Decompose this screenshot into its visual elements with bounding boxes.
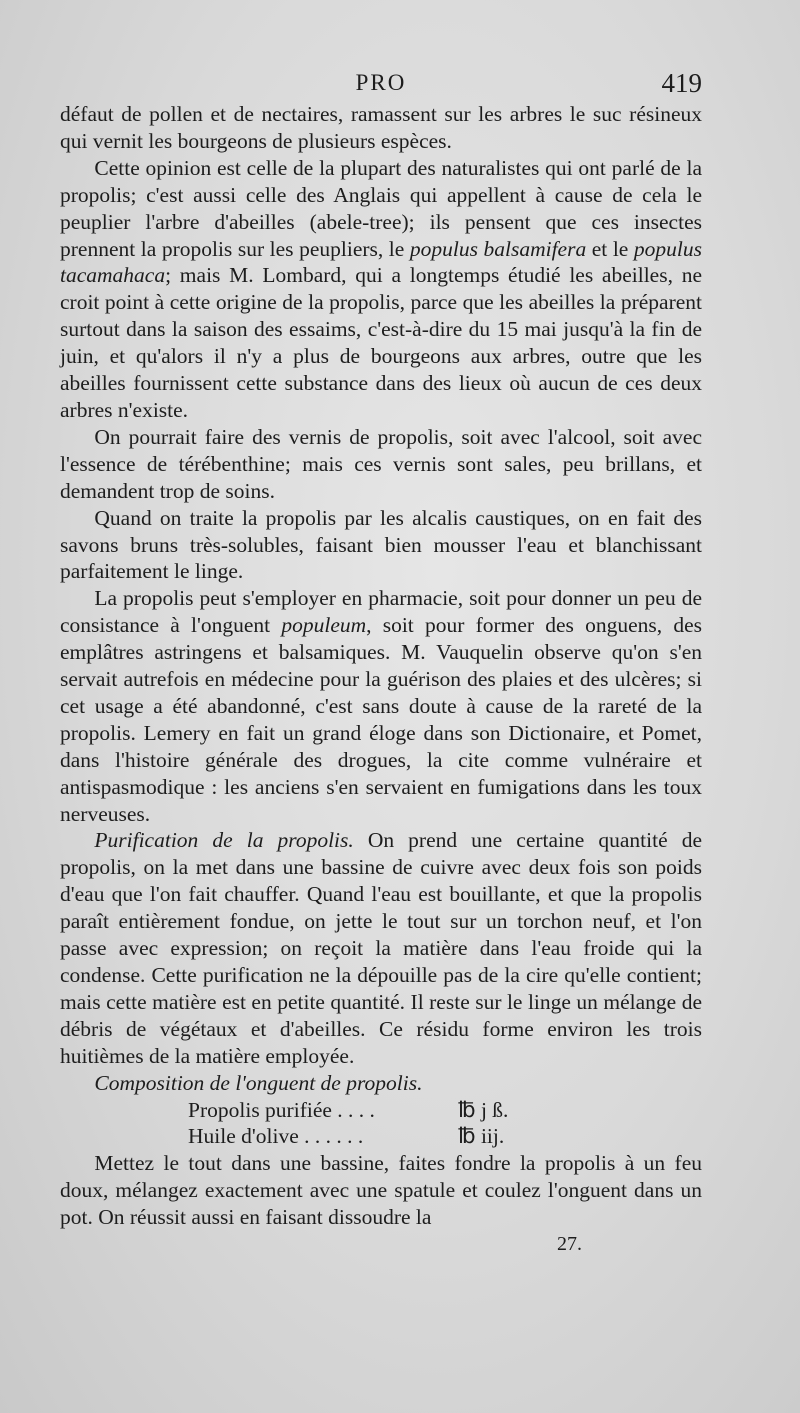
- text-run: et le: [586, 236, 634, 261]
- paragraph: [60, 424, 702, 505]
- recipe-list: [188, 1097, 702, 1151]
- composition-heading: Composition de l'onguent de propolis.: [94, 1070, 423, 1095]
- text-run: , soit pour former des onguens, des emplâtres astringens et balsamiques. M. Vauquelin observe qu'on s'en servait autrefois en médecine pour la guérison des plaies et des ulcères; si cet usage a été abandonné, c'est sans doute à cause de la rareté de la propolis. Lemery en fait un grand éloge dans son Dictionaire, et Pomet, dans l'histoire générale des drogues, la cite comme vulnéraire et antispasmodique : les anciens s'en servaient en fumigations dans les toux nerveuses.: [60, 613, 702, 826]
- text-run: défaut de pollen et de nectaires, ramassent sur les arbres le suc résineux qui vernit les bourgeons de plusieurs espèces.: [60, 102, 702, 153]
- paragraph: [60, 585, 702, 827]
- text-run: Cette opinion est celle de la plupart des naturalistes qui ont parlé de la propolis; c'est aussi celle des Anglais qui appellent à cause de cela le peuplier l'arbre d'abeilles (abele-tree); ils pensent que ces insectes prennent la propolis sur les peupliers, le: [60, 155, 702, 261]
- text-run: La propolis peut s'employer en pharmacie, soit pour donner un peu de consistance à l'onguent: [60, 586, 702, 638]
- ingredient-name: Propolis purifiée . . . .: [188, 1097, 375, 1122]
- italic-run: populus balsamifera: [409, 236, 587, 261]
- paragraph: [60, 827, 702, 1069]
- recipe-line: [188, 1097, 702, 1124]
- text-run: ; mais M. Lombard, qui a longtemps étudié les abeilles, ne croit point à cette origine de la propolis, parce que les abeilles la préparent surtout dans la saison des essaims, c'est-à-dire du 15 mai jusqu'à la fin de juin, et qu'alors il n'y a plus de bourgeons aux arbres, outre que les abeilles fournissent cette substance dans des lieux où aucun de ces deux arbres n'existe.: [60, 263, 702, 422]
- italic-run: populus tacamahaca: [60, 236, 702, 288]
- paragraph: [60, 155, 702, 424]
- italic-run: populeum: [281, 613, 367, 638]
- text-run: On pourrait faire des vernis de propolis, soit avec l'alcool, soit avec l'essence de térébenthine; mais ces vernis sont sales, peu brillans, et demandent trop de soins.: [60, 424, 702, 503]
- paragraph: [60, 505, 702, 586]
- body-text: [60, 101, 702, 1258]
- paragraph: [60, 101, 702, 155]
- ingredient-name: Huile d'olive . . . . . .: [188, 1124, 364, 1149]
- running-head: PRO: [355, 70, 407, 95]
- italic-run: Purification de la propolis.: [94, 828, 354, 853]
- page-number: 419: [661, 68, 702, 98]
- ingredient-quantity: ℔ iij.: [458, 1124, 505, 1149]
- recipe-line: [188, 1123, 702, 1150]
- text-run: On prend une certaine quantité de propolis, on la met dans une bassine de cuivre avec deux fois son poids d'eau que l'on fait chauffer. Quand l'eau est bouillante, et que la propolis paraît entièrement fondue, on jette le tout sur un torchon neuf, et l'on passe avec expression; on reçoit la matière dans l'eau froide qui la condense. Cette purification ne la dépouille pas de la cire qu'elle contient; mais cette matière est en petite quantité. Il reste sur le linge un mélange de débris de végétaux et d'abeilles. Ce résidu forme environ les trois huitièmes de la matière employée.: [60, 828, 702, 1068]
- text-run: Quand on traite la propolis par les alcalis caustiques, on en fait des savons bruns très-solubles, faisant bien mousser l'eau et blanchissant parfaitement le linge.: [60, 505, 702, 584]
- final-paragraph: Mettez le tout dans une bassine, faites fondre la propolis à un feu doux, mélangez exactement avec une spatule et coulez l'onguent dans un pot. On réussit aussi en faisant dissoudre la: [60, 1151, 702, 1230]
- paragraphs: [60, 101, 702, 1070]
- ingredient-quantity: ℔ j ß.: [458, 1097, 509, 1122]
- catchword: 27.: [557, 1233, 582, 1256]
